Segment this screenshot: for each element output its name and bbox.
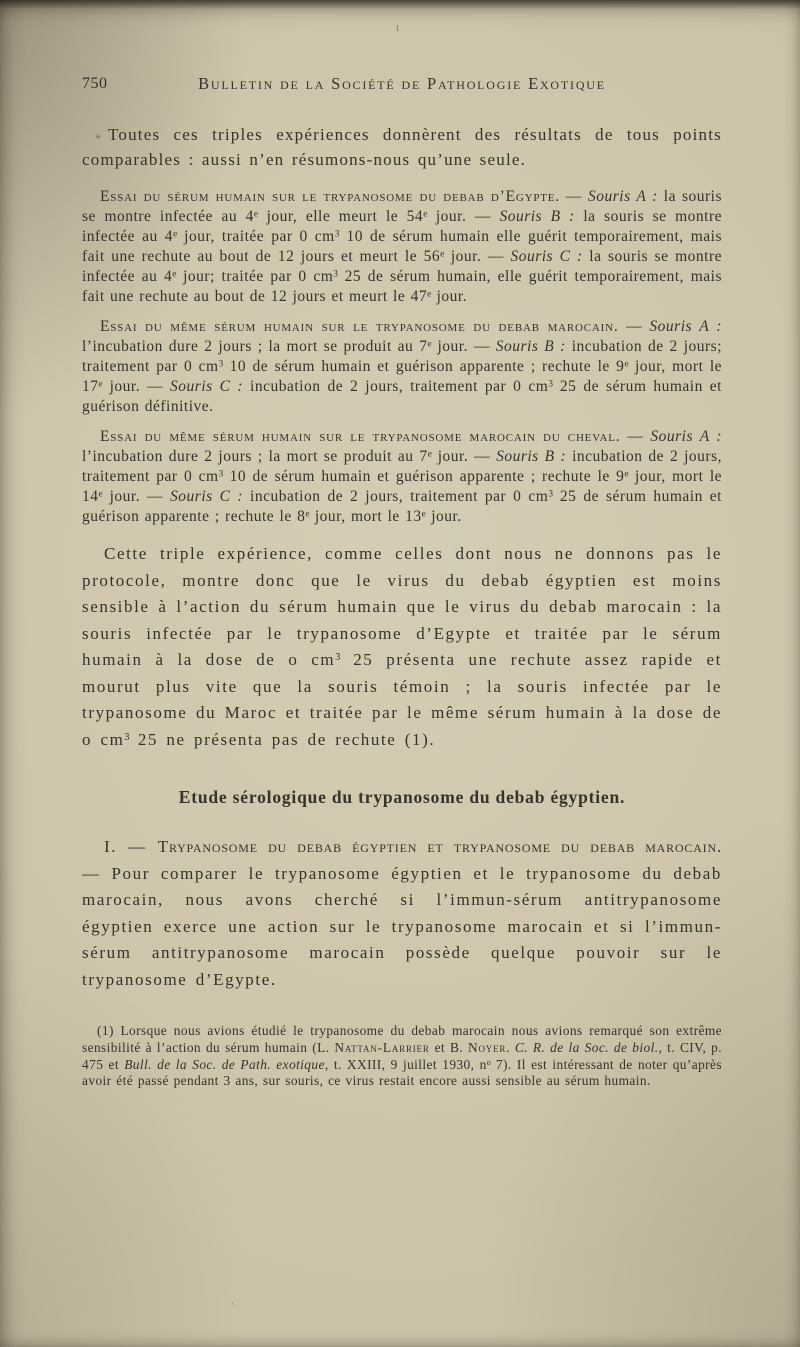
scan-artifact-speck: · xyxy=(230,1296,235,1311)
scan-artifact-top: ι xyxy=(395,19,401,35)
text-run: Souris C : xyxy=(170,488,244,505)
text-run: l’incubation dure 2 jours ; la mort se produit au 7 xyxy=(82,338,428,355)
text-run: jour. — xyxy=(427,208,500,225)
text-run: incubation de 2 jours, traitement par 0 cm xyxy=(82,448,723,485)
text-run: jour. xyxy=(431,288,468,305)
text-run: 7). Il est intéressant de noter qu’après avoir été passé pendant 3 ans, sur souris, ce virus restait encore aussi sensible au sérum humain. xyxy=(82,1056,722,1089)
text-run: — xyxy=(620,428,651,445)
text-run: , t. CIV, p. 475 et xyxy=(82,1039,722,1072)
text-run: — xyxy=(559,188,589,205)
text-run: Souris B : xyxy=(496,448,567,465)
text-run: Cette triple expérience, comme celles dont nous ne donnons pas le protocole, montre donc que le virus du debab égyptien est moins sensible à l’action du sérum humain que le virus du debab marocain : la souris infectée par le trypanosome d’Egypte et traitée par le sérum humain à la dose de o cm xyxy=(82,544,722,669)
text-run: e xyxy=(423,209,428,220)
text-run: e xyxy=(440,249,445,260)
text-run: la souris se montre infectée au 4 xyxy=(82,248,722,285)
text-run: jour, mort le 14 xyxy=(82,468,723,505)
page-number: 750 xyxy=(82,75,108,92)
text-run: jour, mort le 13 xyxy=(309,508,422,525)
text-run: 3 xyxy=(218,469,224,480)
text-run: Nattan-Larrier xyxy=(334,1039,430,1055)
text-run: (1) Lorsque nous avions étudié le trypanosome du debab marocain nous avions remarqué son extrême sensibilité à l’action du sérum humain (L. xyxy=(82,1023,722,1055)
text-run: 3 xyxy=(124,731,130,743)
scan-artifact-margin: * xyxy=(95,131,101,145)
text-run: la souris se montre infectée au 4 xyxy=(82,208,722,245)
text-run: 25 ne présenta pas de rechute (1). xyxy=(129,729,436,749)
text-run: jour, traitée par 0 cm xyxy=(177,228,335,245)
text-run: — xyxy=(618,318,650,335)
text-run: Essai du même sérum humain sur le trypanosome du debab marocain. xyxy=(100,318,619,335)
text-column xyxy=(82,74,722,1090)
text-run: . xyxy=(506,1039,515,1055)
paragraph-intro xyxy=(82,122,722,172)
paragraph-essai-marocain xyxy=(82,317,722,417)
text-run: I. — xyxy=(104,837,158,856)
text-run: l’incubation dure 2 jours ; la mort se produit au 7 xyxy=(82,448,428,465)
text-run: Essai du sérum humain sur le trypanosome du debab d’Egypte. xyxy=(100,188,560,205)
text-run: e xyxy=(427,289,432,300)
paragraph-serologie-intro xyxy=(82,834,722,993)
text-run: e xyxy=(427,449,432,460)
text-run: Noyer xyxy=(468,1039,507,1055)
section-heading: Etude sérologique du trypanosome du debab égyptien. xyxy=(178,787,626,807)
text-run: o xyxy=(486,1057,491,1067)
text-run: jour. — xyxy=(102,488,171,505)
text-run: — Pour comparer le trypanosome égyptien et le trypanosome du debab marocain, nous avons cherché si l’immun-sérum antitrypanosome égyptien exerce une action sur le trypanosome marocain et si l’immun-sérum antitrypanosome marocain possède quelque pouvoir sur le trypanosome d’Egypte. xyxy=(82,863,722,989)
paragraph-essai-cheval xyxy=(82,427,722,527)
text-run: 10 de sérum humain et guérison apparente ; rechute le 9 xyxy=(223,468,625,485)
text-run: 25 de sérum humain et guérison apparente ; rechute le 8 xyxy=(82,488,722,525)
text-run: e xyxy=(98,489,103,500)
text-run: jour. — xyxy=(431,338,496,355)
text-run: la souris se montre infectée au 4 xyxy=(82,188,723,225)
text-run: Souris B : xyxy=(499,208,575,225)
text-run: Souris B : xyxy=(495,338,566,355)
text-run: Souris C : xyxy=(170,378,244,395)
text-run: 3 xyxy=(548,489,553,500)
text-run: jour. — xyxy=(102,378,171,395)
text-run: 10 de sérum humain elle guérit temporairement, mais fait une rechute au bout de 12 jours et meurt le 56 xyxy=(82,228,722,265)
text-run: et B. xyxy=(429,1039,469,1055)
paragraph-conclusion xyxy=(82,541,722,753)
text-run: e xyxy=(624,359,629,370)
text-run: jour, elle meurt le 54 xyxy=(258,208,424,225)
text-run: jour. xyxy=(425,508,462,525)
text-run: incubation de 2 jours, traitement par 0 cm xyxy=(243,488,549,505)
text-run: 3 xyxy=(333,269,338,280)
text-run: jour, mort le 17 xyxy=(82,358,723,395)
text-run: incubation de 2 jours; traitement par 0 cm xyxy=(82,338,722,375)
text-run: e xyxy=(624,469,629,480)
text-run: jour. — xyxy=(444,248,511,265)
text-run: e xyxy=(305,509,310,520)
text-run: 3 xyxy=(218,359,224,370)
text-run: Toutes ces triples expériences donnèrent des résultats de tous points comparables : aussi n’en résumons-nous qu’une seule. xyxy=(82,125,722,169)
paragraph-essai-egypte xyxy=(82,187,722,307)
journal-title: Bulletin de la Société de Pathologie Exotique xyxy=(198,74,606,93)
text-run: 3 xyxy=(334,229,340,240)
text-run: Souris A : xyxy=(588,188,658,205)
text-run: 10 de sérum humain et guérison apparente ; rechute le 9 xyxy=(223,358,625,375)
text-run: jour. — xyxy=(431,448,497,465)
text-run: incubation de 2 jours, traitement par 0 cm xyxy=(243,378,549,395)
running-header xyxy=(82,74,722,94)
text-run: e xyxy=(98,379,103,390)
text-run: C. R. de la Soc. de biol. xyxy=(514,1039,659,1055)
text-run: e xyxy=(421,509,426,520)
text-run: e xyxy=(173,229,178,240)
text-run: e xyxy=(427,339,432,350)
text-run: Souris A : xyxy=(650,428,722,445)
text-run: 3 xyxy=(335,651,341,663)
text-run: Bull. de la Soc. de Path. exotique xyxy=(124,1056,325,1072)
text-run: jour; traitée par 0 cm xyxy=(176,268,334,285)
text-run: Essai du même sérum humain sur le trypanosome marocain du cheval. xyxy=(100,428,621,445)
text-run: 25 de sérum humain et guérison définitive. xyxy=(82,378,722,415)
text-run: 25 présenta une rechute assez rapide et mourut plus vite que la souris témoin ; la souris infectée par le trypanosome du Maroc et traitée par le même sérum humain à la dose de o cm xyxy=(82,650,722,749)
text-run: 25 de sérum humain, elle guérit temporairement, mais fait une rechute au bout de 12 jours et meurt le 47 xyxy=(82,268,722,305)
text-run: Souris C : xyxy=(510,248,583,265)
text-run: e xyxy=(172,269,177,280)
footnote xyxy=(82,1023,722,1090)
text-run: e xyxy=(253,209,259,220)
text-run: 3 xyxy=(548,379,553,390)
text-run: Souris A : xyxy=(649,318,722,335)
text-run: , t. XXIII, 9 juillet 1930, n xyxy=(324,1056,487,1072)
text-run: Trypanosome du debab égyptien et trypanosome du debab marocain. xyxy=(157,837,722,856)
